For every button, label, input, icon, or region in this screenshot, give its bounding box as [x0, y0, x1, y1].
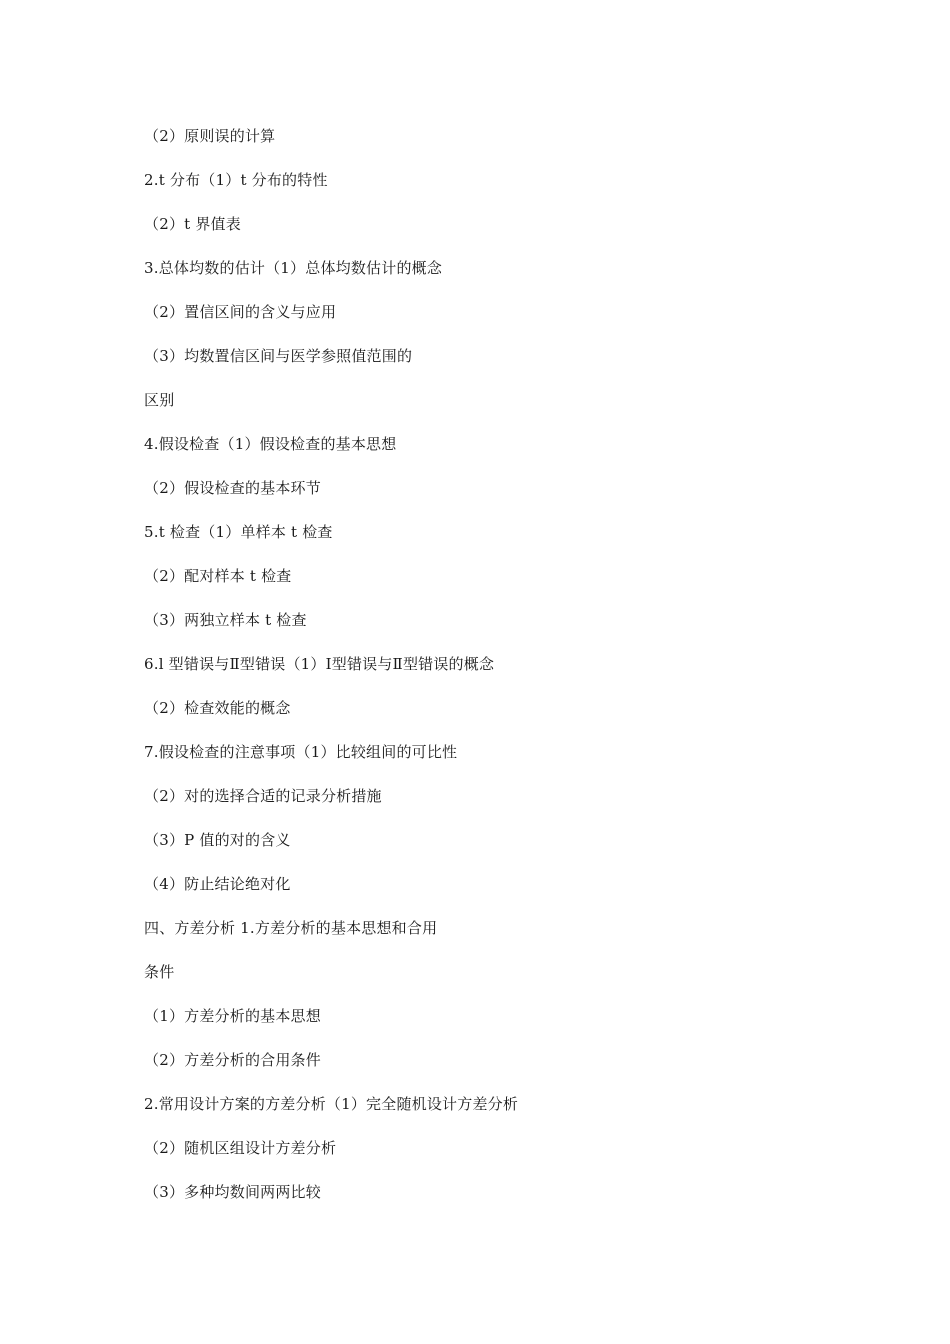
text-line: 2.t 分布（1）t 分布的特性: [144, 171, 328, 189]
text-line: 6.l 型错误与Ⅱ型错误（1）Ⅰ型错误与Ⅱ型错误的概念: [144, 655, 495, 673]
text-line: 5.t 检查（1）单样本 t 检查: [144, 523, 333, 541]
text-line: （3）均数置信区间与医学参照值范围的: [144, 347, 413, 365]
text-line: 四、方差分析 1.方差分析的基本思想和合用: [144, 919, 438, 937]
text-line: （3）P 值的对的含义: [144, 831, 291, 849]
text-line: （2）置信区间的含义与应用: [144, 303, 337, 321]
text-line: （2）随机区组设计方差分析: [144, 1139, 337, 1157]
text-line: （2）方差分析的合用条件: [144, 1051, 321, 1069]
text-line: （2）配对样本 t 检查: [144, 567, 292, 585]
text-line: （2）原则误的计算: [144, 127, 276, 145]
text-line: （4）防止结论绝对化: [144, 875, 291, 893]
text-line: （2）检查效能的概念: [144, 699, 291, 717]
document-body: [144, 124, 844, 1224]
text-line: 条件: [144, 963, 175, 981]
text-line: 3.总体均数的估计（1）总体均数估计的概念: [144, 259, 443, 277]
text-line: 7.假设检查的注意事项（1）比较组间的可比性: [144, 743, 458, 761]
text-line: 2.常用设计方案的方差分析（1）完全随机设计方差分析: [144, 1095, 519, 1113]
text-line: （2）假设检查的基本环节: [144, 479, 321, 497]
text-line: 区别: [144, 391, 175, 409]
text-line: （1）方差分析的基本思想: [144, 1007, 321, 1025]
text-line: （3）两独立样本 t 检查: [144, 611, 307, 629]
text-line: （2）t 界值表: [144, 215, 241, 233]
text-line: （3）多种均数间两两比较: [144, 1183, 321, 1201]
text-line: 4.假设检查（1）假设检查的基本思想: [144, 435, 397, 453]
text-line: （2）对的选择合适的记录分析措施: [144, 787, 382, 805]
